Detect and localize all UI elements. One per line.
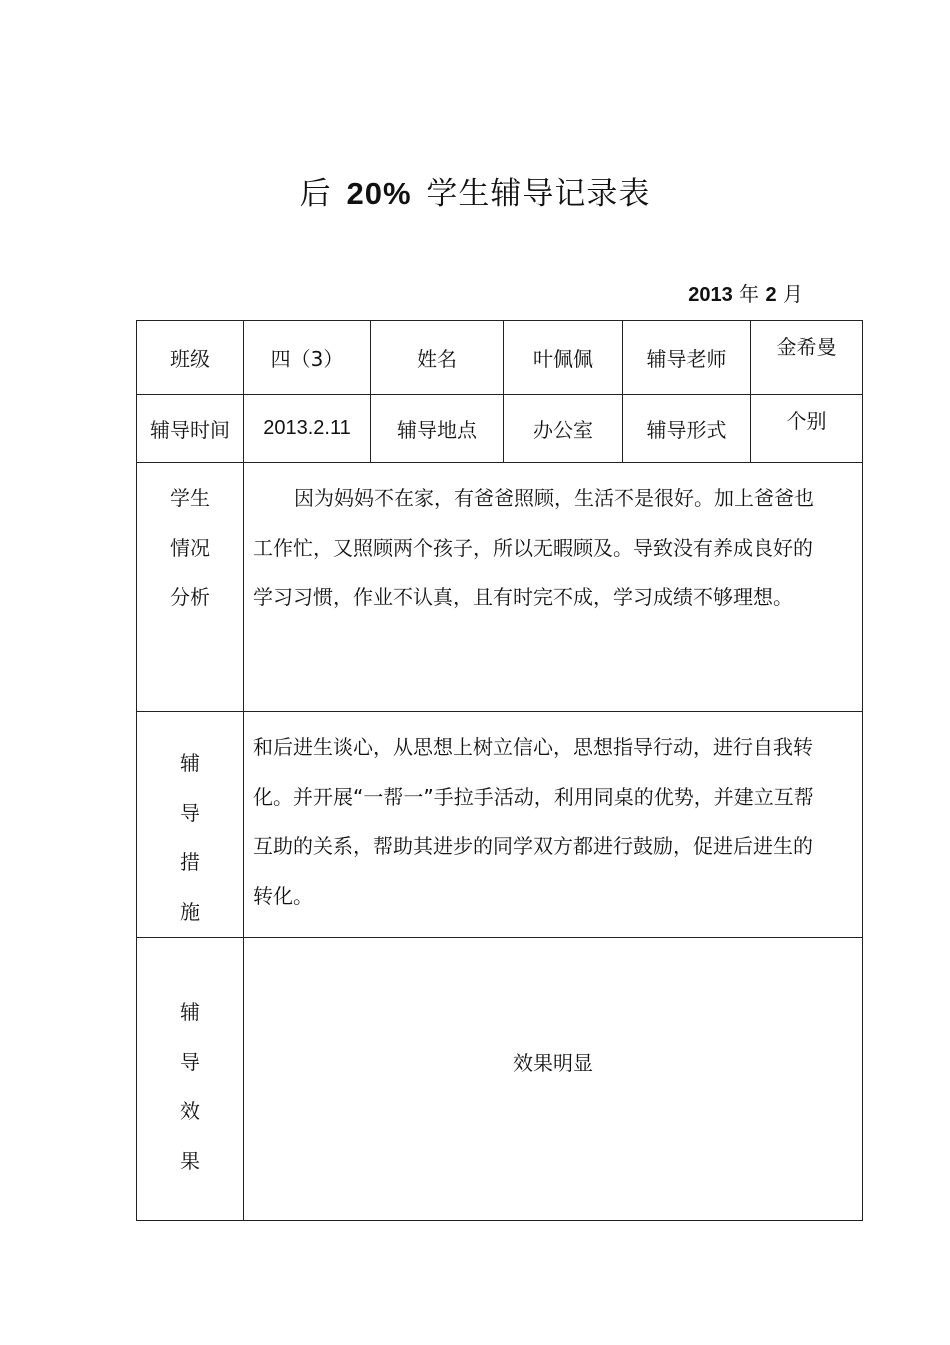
- analysis-label-line: 情况: [170, 535, 210, 560]
- effect-row: [137, 938, 863, 1221]
- page-title: [0, 172, 950, 216]
- form-label: 辅导形式: [623, 395, 751, 463]
- effect-label-char: 果: [180, 1148, 200, 1173]
- date-month: 2: [765, 284, 777, 306]
- measures-label-char: 措: [180, 850, 200, 874]
- form-value: 个别: [751, 395, 863, 463]
- measures-label-char: 施: [180, 899, 200, 924]
- title-suffix: 学生辅导记录表: [426, 176, 651, 212]
- teacher-label: 辅导老师: [623, 321, 751, 395]
- date-year-unit: 年: [739, 282, 760, 306]
- record-table: [136, 320, 863, 1221]
- name-label: 姓名: [371, 321, 504, 395]
- date-year: 2013: [688, 284, 733, 306]
- effect-label-char: 导: [180, 1049, 200, 1074]
- analysis-content: [244, 463, 863, 712]
- analysis-label: [137, 463, 244, 712]
- time-label: 辅导时间: [137, 395, 244, 463]
- effect-text: 效果明显: [513, 1050, 593, 1075]
- effect-content: [244, 938, 863, 1221]
- measures-text: 和后进生谈心，从思想上树立信心，思想指导行动，进行自我转化。并开展“一帮一”手拉手活动，利用同桌的优势，并建立互帮互助的关系，帮助其进步的同学双方都进行鼓励，促进后进生的转化。: [253, 735, 814, 908]
- info-row-2: [137, 395, 863, 463]
- date-month-unit: 月: [783, 282, 803, 306]
- measures-label: [137, 712, 244, 938]
- effect-label: [137, 938, 244, 1221]
- teacher-value: 金希曼: [751, 321, 863, 395]
- name-value: 叶佩佩: [504, 321, 623, 395]
- measures-content: [244, 712, 863, 938]
- analysis-row: [137, 463, 863, 712]
- effect-label-char: 辅: [180, 1000, 200, 1024]
- analysis-label-line: 学生: [170, 486, 210, 510]
- effect-label-char: 效: [180, 1099, 200, 1123]
- title-percent: 20%: [346, 176, 412, 211]
- place-value: 办公室: [504, 395, 623, 463]
- place-label: 辅导地点: [371, 395, 504, 463]
- measures-label-char: 导: [180, 800, 200, 825]
- measures-label-char: 辅: [180, 751, 200, 775]
- record-date: [688, 280, 803, 309]
- info-row-1: [137, 321, 863, 395]
- class-value: 四（3）: [244, 321, 371, 395]
- analysis-text: 因为妈妈不在家，有爸爸照顾，生活不是很好。加上爸爸也工作忙，又照顾两个孩子，所以无暇顾及。导致没有养成良好的学习习惯，作业不认真，且有时完不成，学习成绩不够理想。: [253, 486, 814, 609]
- title-prefix: 后: [299, 176, 332, 212]
- measures-row: [137, 712, 863, 938]
- time-value: 2013.2.11: [244, 395, 371, 463]
- analysis-label-line: 分析: [170, 585, 210, 609]
- class-label: 班级: [137, 321, 244, 395]
